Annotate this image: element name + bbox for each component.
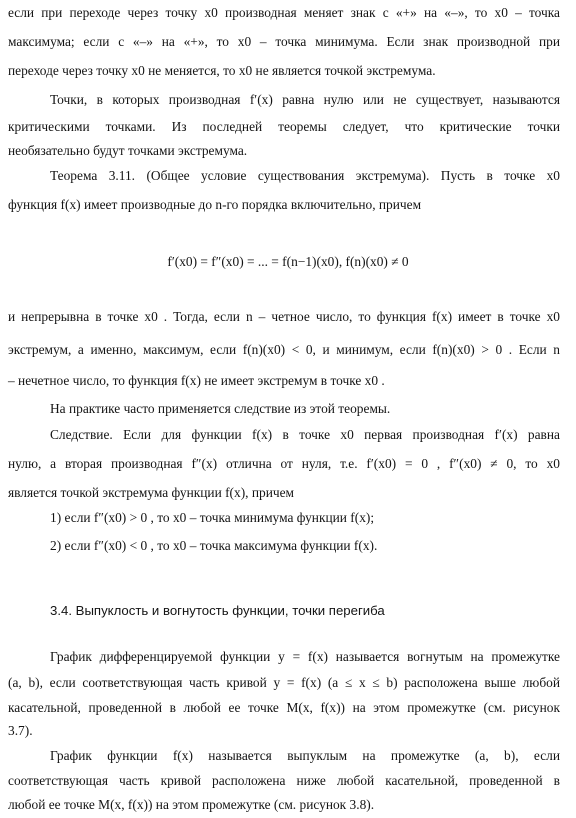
text-line: если при переходе через точку x0 производная меняет знак с «+» на «–», то x0 – точка xyxy=(8,5,560,20)
text-line: экстремум, а именно, максимум, если f(n)(x0) < 0, и минимум, если f(n)(x0) > 0 . Если n xyxy=(8,342,560,357)
text-line: касательной, проведенной в любой ее точке M(x, f(x)) на этом промежутке (см. рисунок xyxy=(8,700,560,715)
text-line: – нечетное число, то функция f(x) не имеет экстремум в точке x0 . xyxy=(8,373,385,388)
text-line: нулю, а вторая производная f″(x) отлична от нуля, т.е. f′(x0) = 0 , f″(x0) ≠ 0, то x0 xyxy=(8,456,560,471)
list-item: 1) если f″(x0) > 0 , то x0 – точка минимума функции f(x); xyxy=(50,510,375,525)
formula: f′(x0) = f″(x0) = ... = f(n−1)(x0), f(n)(x0) ≠ 0 xyxy=(167,254,409,269)
list-item: 2) если f″(x0) < 0 , то x0 – точка максимума функции f(x). xyxy=(50,538,378,553)
text-line: На практике часто применяется следствие из этой теоремы. xyxy=(50,401,391,416)
text-line: переходе через точку x0 не меняется, то x0 не является точкой экстремума. xyxy=(8,63,436,78)
theorem-line: Теорема 3.11. (Общее условие существования экстремума). Пусть в точке x0 xyxy=(50,168,560,183)
text-line: Точки, в которых производная f′(x) равна нулю или не существует, называются xyxy=(50,92,560,107)
text-line: График дифференцируемой функции y = f(x) называется вогнутым на промежутке xyxy=(50,649,560,664)
text-line: является точкой экстремума функции f(x), причем xyxy=(8,485,295,500)
text-line: соответствующая часть кривой расположена ниже любой касательной, проведенной в xyxy=(8,773,560,788)
text-line: и непрерывна в точке x0 . Тогда, если n – четное число, то функция f(x) имеет в точке x0 xyxy=(8,309,560,324)
text-line: необязательно будут точками экстремума. xyxy=(8,143,248,158)
text-line: максимума; если с «–» на «+», то x0 – точка минимума. Если знак производной при xyxy=(8,34,560,49)
text-line: любой ее точке M(x, f(x)) на этом промежутке (см. рисунок 3.8). xyxy=(8,797,375,812)
text-line: 3.7). xyxy=(8,723,33,738)
text-line: График функции f(x) называется выпуклым на промежутке (a, b), если xyxy=(50,748,560,763)
text-line: (a, b), если соответствующая часть кривой y = f(x) (a ≤ x ≤ b) расположена выше любой xyxy=(8,675,560,690)
corollary-line: Следствие. Если для функции f(x) в точке x0 первая производная f′(x) равна xyxy=(50,427,560,442)
text-line: критическими точками. Из последней теоремы следует, что критические точки xyxy=(8,119,560,134)
text-line: функция f(x) имеет производные до n-го порядка включительно, причем xyxy=(8,197,422,212)
section-heading: 3.4. Выпуклость и вогнутость функции, точки перегиба xyxy=(50,603,385,618)
